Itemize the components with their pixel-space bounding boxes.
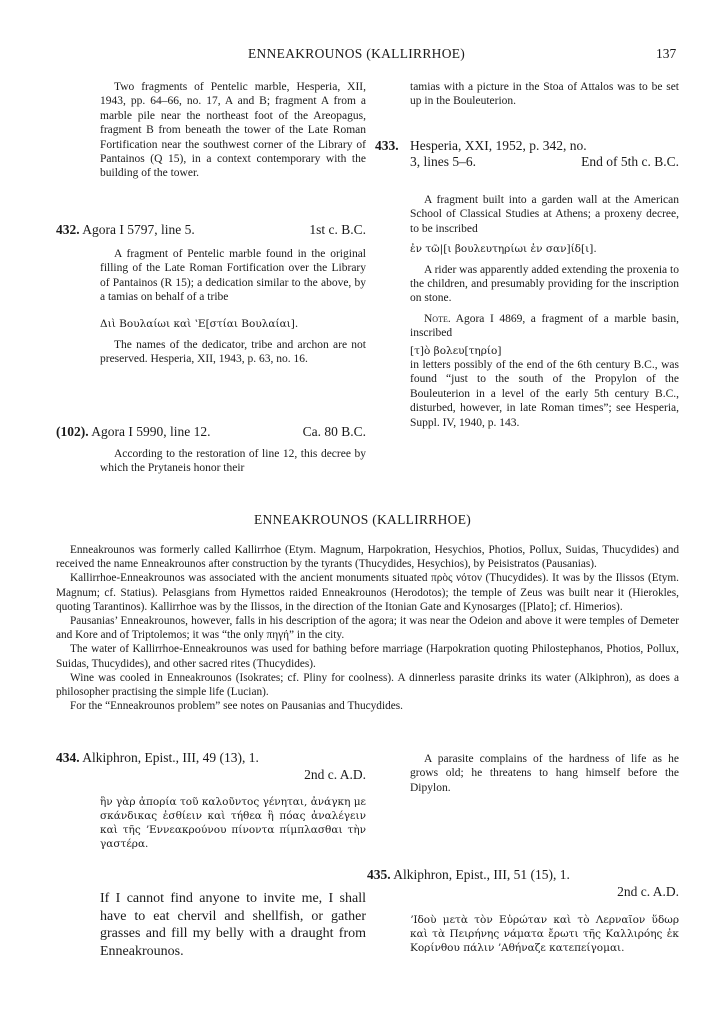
entry-435-head (367, 867, 679, 900)
entry-number: 432. (56, 222, 80, 237)
entry-reference: Agora I 5797, line 5. (82, 222, 195, 237)
entry-432-head (56, 222, 366, 238)
entry-434-translation (100, 890, 366, 960)
continuation-paragraph: tamias with a picture in the Stoa of Attalos was to be set up in the Bouleuterion. (410, 81, 679, 108)
section-title: ENNEAKROUNOS (KALLIRRHOE) (253, 512, 472, 527)
continuation-text (410, 80, 679, 109)
basin-greek: [τ]ὸ βολευ[τηρίο] (410, 344, 502, 357)
entry-number: 433. (375, 138, 399, 153)
greek-inscription: ἐν τῶ|[ι βουλευτηρίωι ἐν σαν]ίδ[ι]. (410, 243, 597, 256)
entry-date: 2nd c. A.D. (304, 767, 366, 782)
entry-434-greek (100, 795, 366, 851)
entry-reference: Alkiphron, Epist., III, 49 (13), 1. (82, 750, 259, 765)
section-paragraph: The water of Kallirrhoe-Enneakrounos was used for bathing before marriage (Harpokration quoting Philostephanos, Photios, Pollux, Suidas, Thucydides), and other sacred rites (Thucydides). (56, 643, 679, 670)
entry-number: 434. (56, 750, 80, 765)
greek-inscription: Διὶ Βουλαίωι καὶ ʽΕ[στίαι Βουλαίαι]. (100, 317, 299, 330)
basin-note (410, 312, 679, 341)
entry-102-head (56, 424, 366, 440)
paragraph-before-432: Two fragments of Pentelic marble, Hesperia, XII, 1943, pp. 64–66, no. 17, A and B; fragment A from a marble pile near the northeast foot of the Areopagus, fragment B from beneath the tower of the Late Roman Fortification near the southwest corner of the Library of Pantainos (Q 15), in a context contemporary with the building of the tower. (100, 81, 366, 180)
page-number: 137 (656, 46, 677, 61)
greek-passage: ʼΙδοὺ μετὰ τὸν Εὐρώταν καὶ τὸ Λερναῖον ὕδωρ καὶ τὰ Πειρήνης νάματα ἔρωτι τῆς Καλλιρόης ἐκ Κορίνθου πάλιν ʼΑθήναζε κατεπείγομαι. (410, 914, 679, 954)
entry-102-body (100, 447, 366, 476)
entry-rider-note: A rider was apparently added extending the proxenia to the children, and presumably providing for the inscription on stone. (410, 263, 679, 305)
section-paragraph: Kallirrhoe-Enneakrounos was associated with the ancient monuments situated πρὸς νότον (Thucydides). It was by the Ilissos (Etym. Magnum; cf. Statius). Pelasgians from Hymettos raided Enneakrounos (Herodotos); the temple of Zeus was built near it (Hierokles, quoting Tarantinos). Kallirrhoe was by the Ilissos, in the direction of the Itonian Gate and Kynosarges ([Plato]; cf. Himerios). (56, 572, 679, 613)
section-paragraph: For the “Enneakrounos problem” see notes on Pausanias and Thucydides. (70, 700, 403, 713)
entry-reference: Hesperia, XXI, 1952, p. 342, no. 3, lines 5–6. (410, 138, 587, 169)
entry-number: 435. (367, 867, 391, 882)
entry-date: 2nd c. A.D. (617, 884, 679, 899)
entry-date: Ca. 80 B.C. (302, 424, 366, 439)
entry-date: End of 5th c. B.C. (581, 154, 679, 169)
note-text: Agora I 4869, a fragment of a marble basin, inscribed (410, 312, 679, 340)
section-paragraph: Pausanias’ Enneakrounos, however, falls in his description of the agora; it was near the Odeion and above it were temples of Demeter and Kore and of Triptolemos; it was “the only πηγή” in the city. (56, 615, 679, 642)
greek-passage: ἣν γὰρ ἀπορία τοῦ καλοῦντος γένηται, ἀνάγκη με σκάνδικας ἐσθίειν καὶ τήθεα ἢ πόας ἀναλέγειν καὶ τῆς ʼΕννεακρούνου πίνοντα πίμπλασθαι τὴν γαστέρα. (100, 796, 366, 850)
intro-paragraph (100, 80, 366, 181)
section-paragraph: Wine was cooled in Enneakrounos (Isokrates; cf. Pliny for coolness). A dinnerless parasite drinks its water (Alkiphron), as does a philosopher practising the simple life (Lucian). (56, 671, 679, 699)
section-body (56, 543, 679, 713)
entry-date: 1st c. B.C. (309, 222, 366, 237)
entry-434-head (56, 750, 366, 783)
basin-note-rest: in letters possibly of the end of the 6th century B.C., was found “just to the south of the Propylon of the Bouleuterion in a level of the early 5th century B.C., disturbed, however, in late Roman times”; see Hesperia, Suppl. IV, 1940, p. 143. (410, 359, 679, 429)
entry-435-greek (410, 913, 679, 955)
entry-note: The names of the dedicator, tribe and archon are not preserved. Hesperia, XII, 1943, p. 63, no. 16. (100, 339, 366, 366)
entry-434-comment (410, 752, 679, 795)
entry-433-body (410, 193, 679, 430)
entry-reference: Agora I 5990, line 12. (91, 424, 211, 439)
commentary: A parasite complains of the hardness of life as he grows old; he threatens to hang himself before the Dipylon. (410, 753, 679, 794)
running-title: ENNEAKROUNOS (KALLIRRHOE) (248, 46, 466, 61)
entry-description: A fragment of Pentelic marble found in the original filling of the Late Roman Fortification over the Library of Pantainos (R 15); a dedication similar to the above, by a tamias on behalf of a tribe (100, 248, 366, 304)
entry-description: A fragment built into a garden wall at the American School of Classical Studies at Athens; a proxeny decree, to be inscribed (410, 194, 679, 235)
entry-reference: Alkiphron, Epist., III, 51 (15), 1. (393, 867, 570, 882)
section-paragraph: Enneakrounos was formerly called Kallirrhoe (Etym. Magnum, Harpokration, Hesychios, Photios, Pollux, Suidas, Thucydides) and received the name Enneakrounos after construction by the tyrants (Thucydides, Hesychios), by Peisistratos (Pausanias). (56, 544, 679, 571)
entry-number: (102). (56, 424, 89, 439)
entry-description: According to the restoration of line 12, this decree by which the Prytaneis honor their (100, 448, 366, 475)
entry-432-body (100, 247, 366, 367)
translation: If I cannot find anyone to invite me, I shall have to eat chervil and shellfish, or gather grasses and fill my belly with a draught from Enneakrounos. (100, 891, 366, 959)
note-label: Note. (424, 312, 451, 325)
